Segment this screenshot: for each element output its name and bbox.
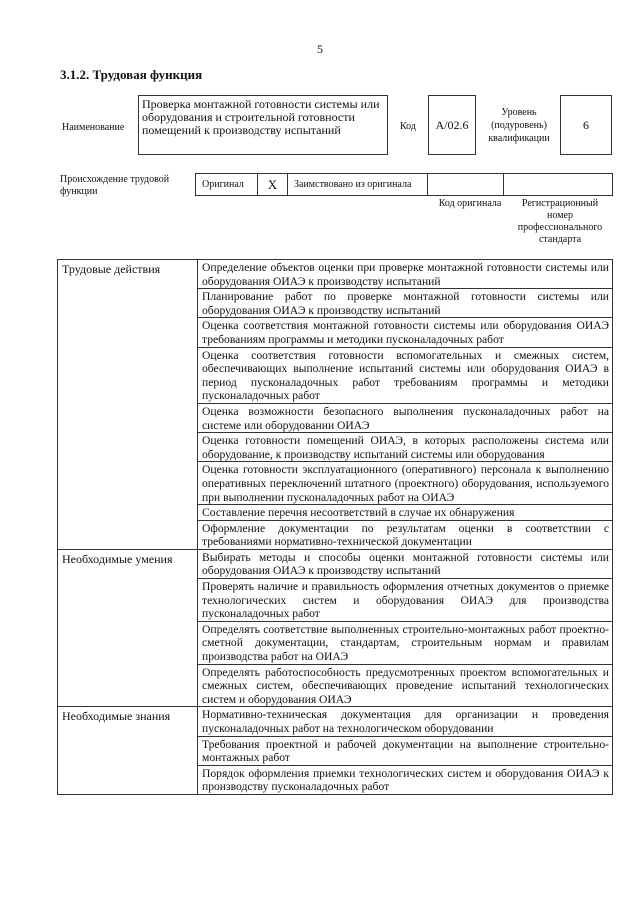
list-item: Планирование работ по проверке монтажной готовности системы или оборудования ОИАЭ к производству испытаний bbox=[198, 289, 613, 318]
origin-registration-cell bbox=[504, 174, 612, 195]
qualification-level-value: 6 bbox=[560, 95, 612, 155]
list-item: Оценка готовности помещений ОИАЭ, в которых расположены система или оборудование, к производству испытаний системы или оборудования bbox=[198, 433, 613, 462]
list-item: Определять соответствие выполненных строительно-монтажных работ проектно-сметной документации, стандартам, строительным нормам и правилам производства работ на ОИАЭ bbox=[198, 621, 613, 664]
origin-row bbox=[195, 173, 613, 196]
list-item: Составление перечня несоответствий в случае их обнаружения bbox=[198, 505, 613, 521]
section-title-labor-actions: Трудовые действия bbox=[58, 260, 198, 550]
section-title: 3.1.2. Трудовая функция bbox=[60, 67, 203, 82]
table-row bbox=[58, 707, 613, 736]
list-item: Оценка соответствия монтажной готовности системы или оборудования ОИАЭ требованиям программы и методики пусконаладочных работ bbox=[198, 318, 613, 347]
list-item: Выбирать методы и способы оценки монтажной готовности системы или оборудования ОИАЭ к производству испытаний bbox=[198, 549, 613, 578]
table-row bbox=[58, 260, 613, 289]
list-item: Требования проектной и рабочей документации на выполнение строительно-монтажных работ bbox=[198, 736, 613, 765]
list-item: Оценка готовности эксплуатационного (оперативного) персонала к выполнению оперативных переключений штатного (проектного) оборудования, используемого при выполнении пусконаладочных работ на ОИАЭ bbox=[198, 462, 613, 505]
section-title-required-skills: Необходимые умения bbox=[58, 549, 198, 707]
list-item: Проверять наличие и правильность оформления отчетных документов о приемке технологических систем и оборудования ОИАЭ для производства пусконаладочных работ bbox=[198, 579, 613, 622]
qualification-level-label: Уровень (подуровень) квалификации bbox=[488, 107, 550, 144]
code-value: A/02.6 bbox=[428, 95, 476, 155]
function-name-value: Проверка монтажной готовности системы или оборудования и строительной готовности помещений к производству испытаний bbox=[138, 95, 388, 155]
origin-original-mark: X bbox=[258, 174, 288, 195]
code-label: Код bbox=[400, 121, 416, 132]
list-item: Оценка соответствия готовности вспомогательных и смежных систем, обеспечивающих выполнение испытаний системы или оборудования ОИАЭ в период пусконаладочных работ требованиям программы и методики пусконаладочных работ bbox=[198, 347, 613, 403]
list-item: Нормативно-техническая документация для организации и проведения пусконаладочных работ на технологическом оборудовании bbox=[198, 707, 613, 736]
origin-label: Происхождение трудовой функции bbox=[60, 174, 170, 197]
origin-borrowed-label: Заимствовано из оригинала bbox=[288, 174, 428, 195]
table-row bbox=[58, 549, 613, 578]
origin-code-cell bbox=[428, 174, 504, 195]
list-item: Определять работоспособность предусмотренных проектом вспомогательных и смежных систем, обеспечивающих проведение испытаний технологических систем и оборудования ОИАЭ bbox=[198, 664, 613, 707]
list-item: Оценка возможности безопасного выполнения пусконаладочных работ на системе или оборудовании ОИАЭ bbox=[198, 403, 613, 432]
origin-original-label: Оригинал bbox=[196, 174, 258, 195]
list-item: Определение объектов оценки при проверке монтажной готовности системы или оборудования ОИАЭ к производству испытаний bbox=[198, 260, 613, 289]
list-item: Оформление документации по результатам оценки в соответствии с требованиями нормативно-технической документации bbox=[198, 520, 613, 549]
function-details-table bbox=[57, 259, 613, 795]
list-item: Порядок оформления приемки технологических систем и оборудования ОИАЭ к производству пусконаладочных работ bbox=[198, 765, 613, 794]
page-number: 5 bbox=[317, 42, 323, 56]
section-title-required-knowledge: Необходимые знания bbox=[58, 707, 198, 795]
code-original-caption: Код оригинала bbox=[438, 198, 502, 209]
name-label: Наименование bbox=[62, 122, 125, 133]
registration-number-caption: Регистрационный номер профессионального стандарта bbox=[517, 198, 603, 245]
